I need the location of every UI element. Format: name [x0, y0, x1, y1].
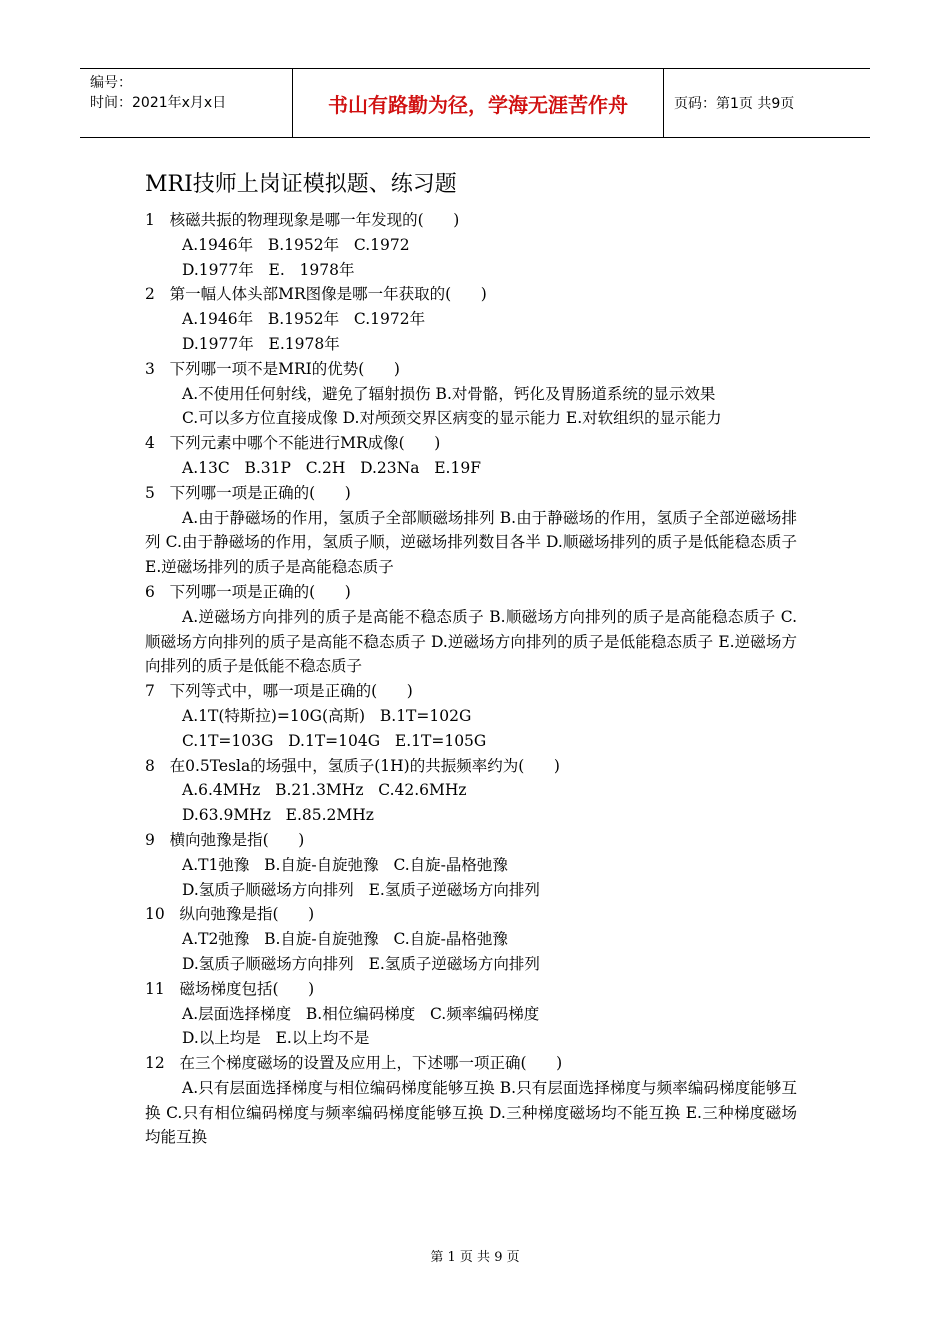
option-line: D.1977年 E.1978年: [182, 334, 340, 353]
question-item: [145, 977, 797, 1051]
option-line: A.T1弛豫 B.自旋-自旋弛豫 C.自旋-晶格弛豫: [182, 855, 508, 874]
option-line: A.层面选择梯度 B.相位编码梯度 C.频率编码梯度: [182, 1004, 540, 1023]
document-time: 时间：2021年x月x日: [90, 95, 227, 111]
question-item: [145, 580, 797, 679]
header-meta: [80, 69, 293, 137]
question-item: [145, 828, 797, 902]
question-item: [145, 754, 797, 828]
question-text: 9 横向弛豫是指( ): [145, 830, 305, 849]
question-text: 3 下列哪一项不是MRI的优势( ): [145, 359, 400, 378]
question-text: 12 在三个梯度磁场的设置及应用上，下述哪一项正确( ): [145, 1054, 563, 1073]
option-line: A.1946年 B.1952年 C.1972: [182, 235, 410, 254]
question-text: 6 下列哪一项是正确的( ): [145, 582, 351, 601]
option-line: D.1977年 E. 1978年: [182, 260, 355, 279]
option-line: A.1946年 B.1952年 C.1972年: [182, 310, 426, 329]
option-paragraph: A.只有层面选择梯度与相位编码梯度能够互换 B.只有层面选择梯度与频率编码梯度能够互换 C.只有相位编码梯度与频率编码梯度能够互换 D.三种梯度磁场均不能互换 E.三种梯度磁场均能互换: [145, 1078, 797, 1147]
option-line: A.13C B.31P C.2H D.23Na E.19F: [182, 458, 481, 477]
question-list: [145, 208, 797, 1150]
question-item: [145, 282, 797, 356]
page-header: [80, 68, 870, 138]
question-item: [145, 1051, 797, 1150]
header-motto: 书山有路勤为径，学海无涯苦作舟: [293, 69, 664, 137]
option-line: A.1T(特斯拉)=10G(高斯) B.1T=102G: [182, 706, 472, 725]
question-text: 4 下列元素中哪个不能进行MR成像( ): [145, 434, 441, 453]
option-line: C.1T=103G D.1T=104G E.1T=105G: [182, 731, 487, 750]
option-line: A.T2弛豫 B.自旋-自旋弛豫 C.自旋-晶格弛豫: [182, 930, 508, 949]
document-number-label: 编号：: [90, 75, 132, 91]
question-item: [145, 208, 797, 282]
option-line: D.63.9MHz E.85.2MHz: [182, 806, 374, 825]
document-title: MRI技师上岗证模拟题、练习题: [145, 172, 457, 197]
question-item: [145, 902, 797, 976]
option-line: A.6.4MHz B.21.3MHz C.42.6MHz: [182, 781, 467, 800]
option-paragraph: A.逆磁场方向排列的质子是高能不稳态质子 B.顺磁场方向排列的质子是高能稳态质子 C.顺磁场方向排列的质子是高能不稳态质子 D.逆磁场方向排列的质子是低能稳态质子 E.逆磁场方向排列的质子是低能不稳态质子: [145, 607, 797, 676]
question-text: 1 核磁共振的物理现象是哪一年发现的( ): [145, 211, 460, 229]
page-footer: 第 1 页 共 9 页: [430, 1250, 520, 1265]
option-line: D.氢质子顺磁场方向排列 E.氢质子逆磁场方向排列: [182, 954, 540, 973]
question-text: 7 下列等式中，哪一项是正确的( ): [145, 682, 413, 701]
option-paragraph: A.由于静磁场的作用，氢质子全部顺磁场排列 B.由于静磁场的作用，氢质子全部逆磁场排列 C.由于静磁场的作用，氢质子顺，逆磁场排列数目各半 D.顺磁场排列的质子是低能稳态质子 E.逆磁场排列的质子是高能稳态质子: [145, 508, 797, 577]
question-text: 11 磁场梯度包括( ): [145, 979, 315, 998]
question-text: 2 第一幅人体头部MR图像是哪一年获取的( ): [145, 285, 487, 304]
option-paragraph: C.可以多方位直接成像 D.对颅颈交界区病变的显示能力 E.对软组织的显示能力: [182, 409, 722, 428]
option-line: D.氢质子顺磁场方向排列 E.氢质子逆磁场方向排列: [182, 880, 540, 899]
question-text: 5 下列哪一项是正确的( ): [145, 483, 351, 502]
option-line: D.以上均是 E.以上均不是: [182, 1029, 370, 1048]
question-item: [145, 357, 797, 431]
question-text: 8 在0.5Tesla的场强中，氢质子(1H)的共振频率约为( ): [145, 756, 560, 775]
header-page-info: 页码：第1页 共9页: [674, 96, 795, 112]
question-item: [145, 481, 797, 580]
question-text: 10 纵向弛豫是指( ): [145, 905, 315, 924]
question-item: [145, 431, 797, 481]
question-item: [145, 679, 797, 753]
option-paragraph: A.不使用任何射线，避免了辐射损伤 B.对骨骼，钙化及胃肠道系统的显示效果: [182, 384, 716, 403]
